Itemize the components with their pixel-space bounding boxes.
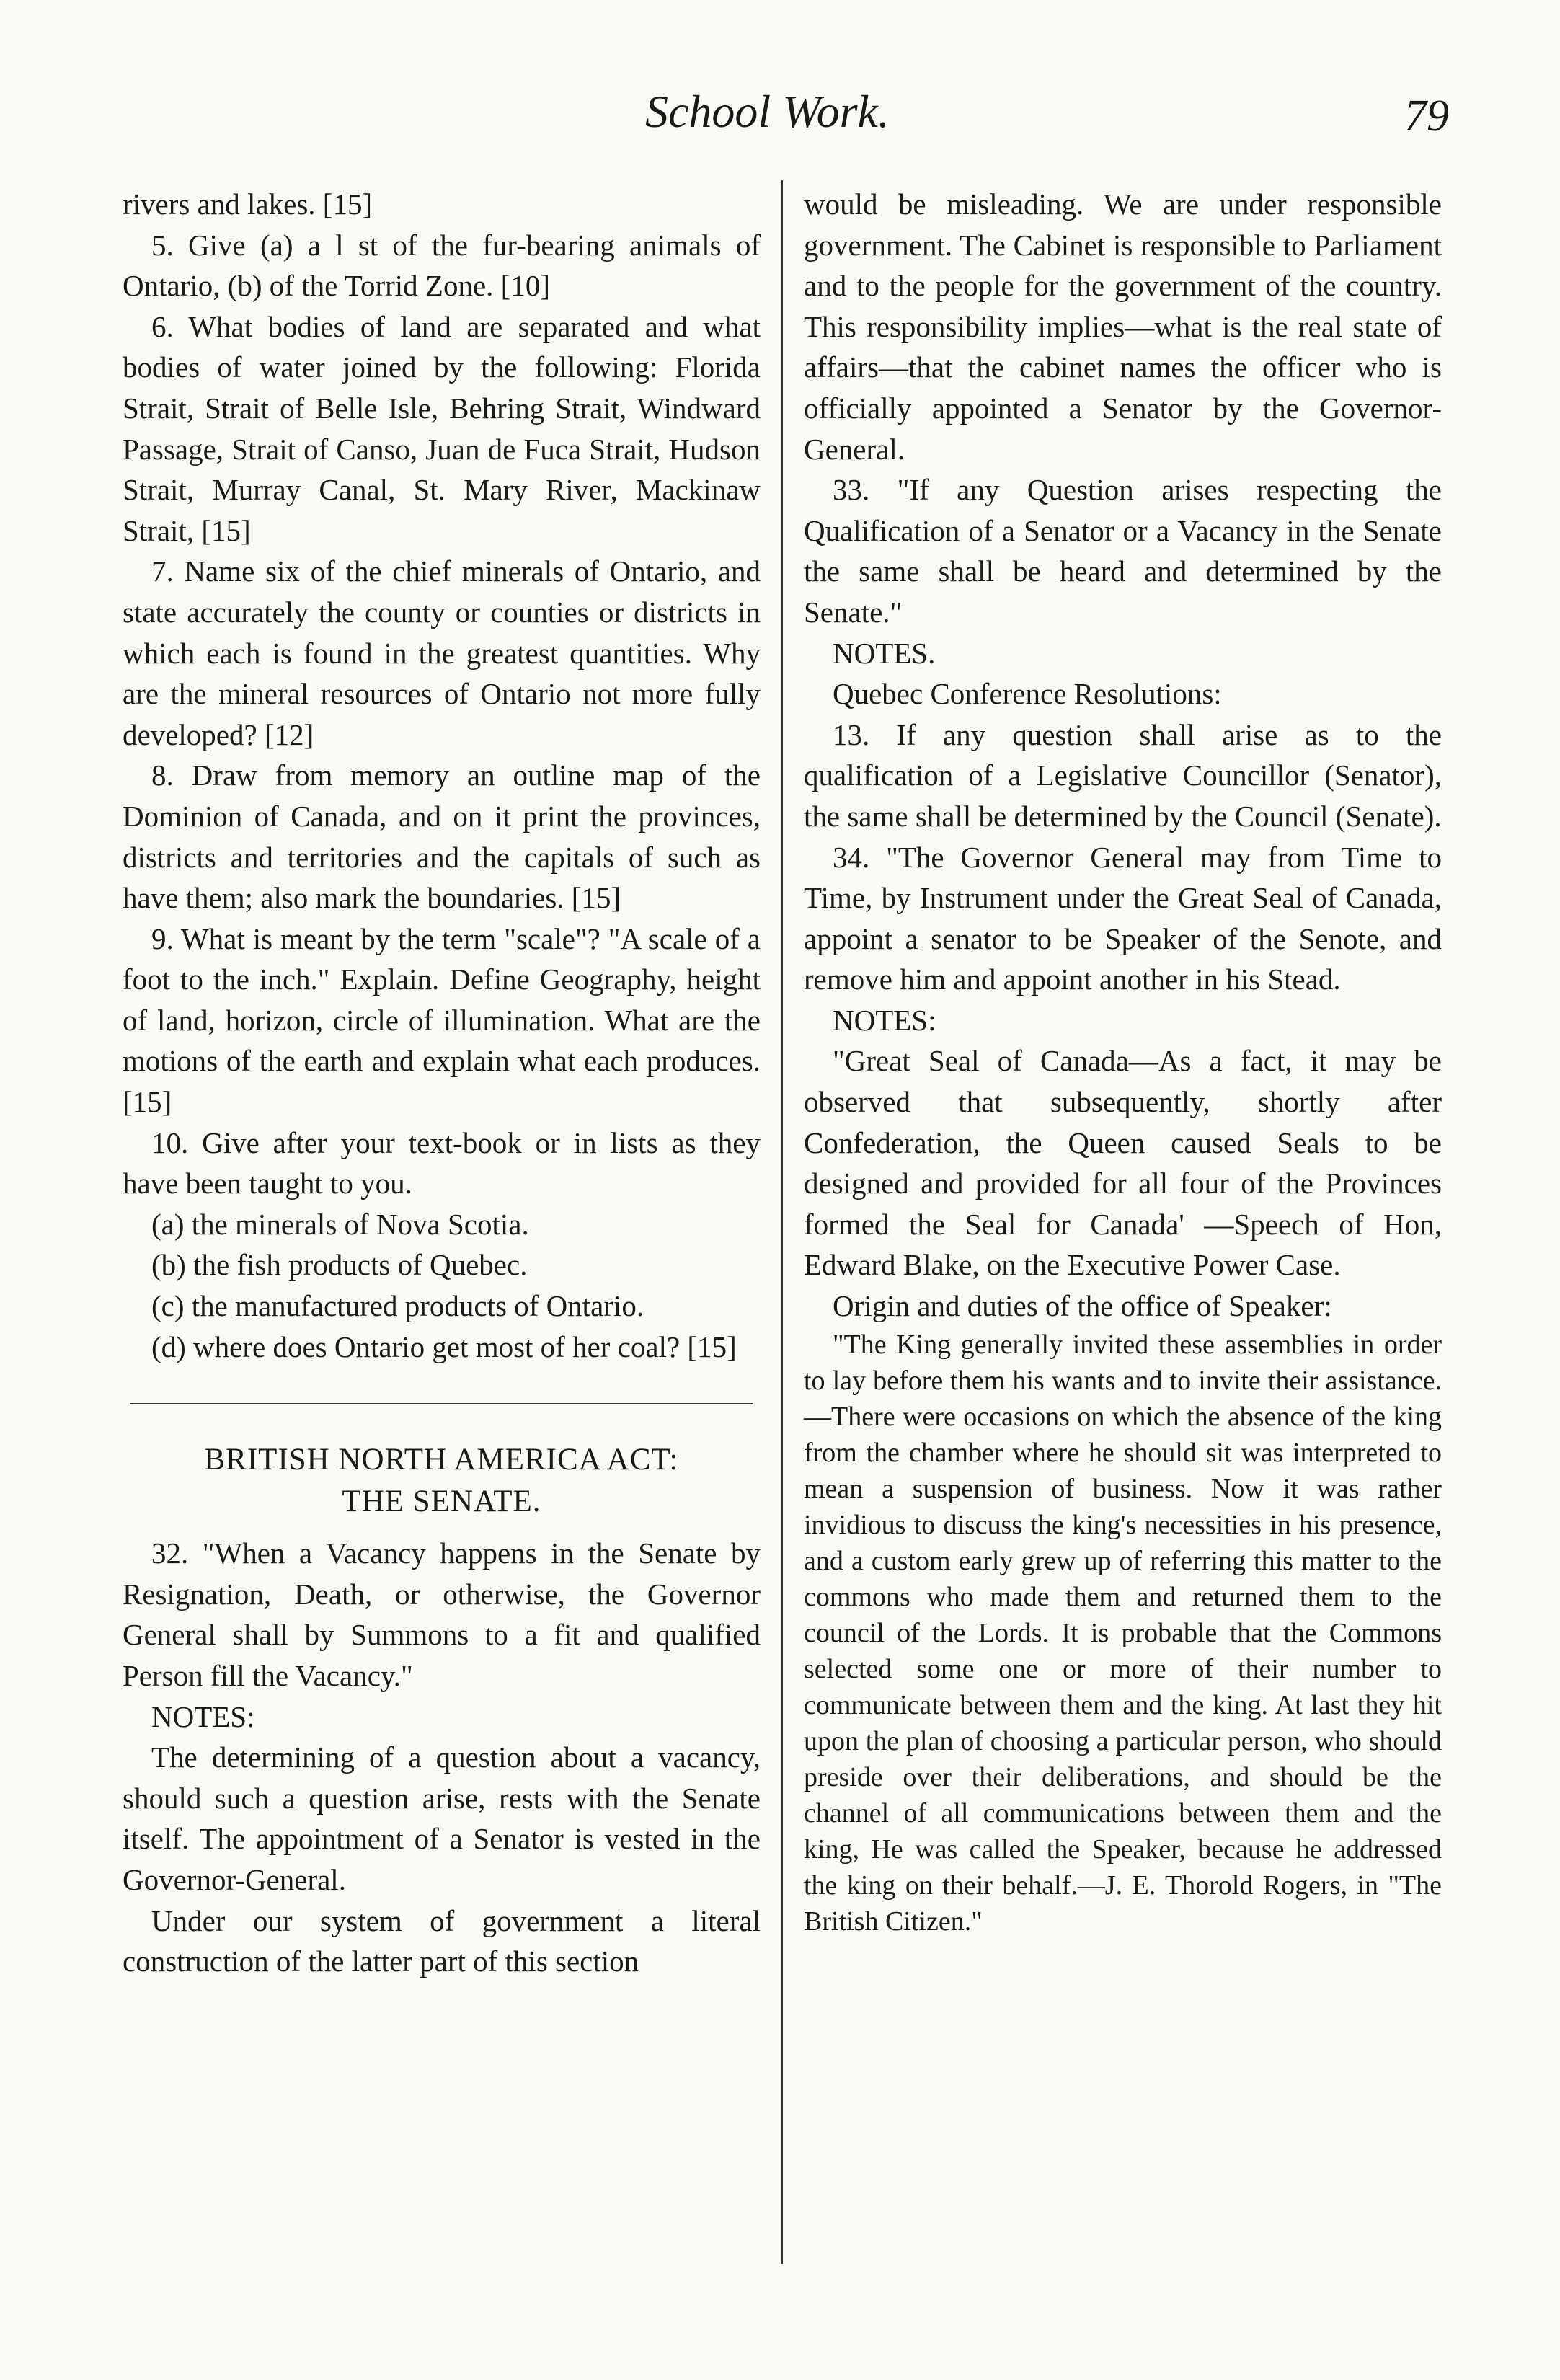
section-heading: BRITISH NORTH AMERICA ACT:	[204, 1443, 679, 1477]
resolution-13: 13. If any question shall arise as to the qualification of a Legislative Councillor (Senator), the same shall be determined by the Council (Senate).	[804, 717, 1442, 833]
paragraph: rivers and lakes. [15]	[123, 187, 373, 221]
speaker-quote: "The King generally invited these assemblies in order to lay before them his wants and to invite their assistance.—There were occasions on which the absence of the king from the chamber where he should sit was interpreted to mean a suspension of business. Now it was rather invidious to discuss the king's necessities in his presence, and a custom early grew up of referring this matter to the commons who made them and returned them to the council of the Lords. It is probable that the Commons selected some one or more of their number to communicate between them and the king. At last they hit upon the plan of choosing a particular person, who should preside over their deliberations, and should be the channel of all communications between them and the king, He was called the Speaker, because he addressed the king on their behalf.—J. E. Thorold Rogers, in "The British Citizen."	[804, 1329, 1442, 1937]
section-32: 32. "When a Vacancy happens in the Senate by Resignation, Death, or otherwise, the Governor General shall by Summons to a fit and qualified Person fill the Vacancy."	[123, 1536, 761, 1692]
question-7: 7. Name six of the chief minerals of Ontario, and state accurately the county or counties or districts in which each is found in the greatest quantities. Why are the mineral resources of Ontario not more fully developed? [12]	[123, 554, 761, 751]
notes-label: NOTES:	[833, 1003, 936, 1037]
continued-paragraph: would be misleading. We are under responsible government. The Cabinet is responsible to Parliament and to the people for the government of the country. This responsibility implies—what is the real state of affairs—that the cabinet names the officer who is officially appointed a Senator by the Governor-General.	[804, 187, 1442, 466]
great-seal-note: "Great Seal of Canada—As a fact, it may be observed that subsequently, shortly after Confederation, the Queen caused Seals to be designed and provided for all four of the Provinces formed the Seal for Canada' —Speech of Hon, Edward Blake, on the Executive Power Case.	[804, 1044, 1442, 1282]
notes-label: NOTES:	[151, 1699, 255, 1733]
question-10: 10. Give after your text-book or in lists as they have been taught to you.	[123, 1125, 761, 1200]
question-9: 9. What is meant by the term "scale"? "A scale of a foot to the inch." Explain. Define Geography, height of land, horizon, circle of illumination. What are the motions of the earth and explain what each produces. [15]	[123, 921, 761, 1119]
section-divider	[130, 1403, 753, 1404]
left-column	[123, 184, 761, 1982]
sub-item-c: (c) the manufactured products of Ontario.	[151, 1289, 644, 1323]
column-divider	[781, 180, 783, 2264]
question-6: 6. What bodies of land are separated and what bodies of water joined by the following: Florida Strait, Strait of Belle Isle, Behring Strait, Windward Passage, Strait of Canso, Juan de Fuca Strait, Hudson Strait, Murray Canal, St. Mary River, Mackinaw Strait, [15]	[123, 309, 761, 547]
note-paragraph: Under our system of government a literal construction of the latter part of this section	[123, 1903, 761, 1978]
note-paragraph: The determining of a question about a vacancy, should such a question arise, rests with the Senate itself. The appointment of a Senator is vested in the Governor-General.	[123, 1740, 761, 1896]
right-column	[804, 184, 1442, 1939]
speaker-origin-heading: Origin and duties of the office of Speaker:	[833, 1289, 1332, 1323]
page-number: 79	[1404, 92, 1449, 141]
sub-item-d: (d) where does Ontario get most of her coal? [15]	[151, 1330, 737, 1363]
question-5: 5. Give (a) a l st of the fur-bearing animals of Ontario, (b) of the Torrid Zone. [10]	[123, 228, 761, 303]
section-34: 34. "The Governor General may from Time to Time, by Instrument under the Great Seal of Canada, appoint a senator to be Speaker of the Senote, and remove him and appoint another in his Stead.	[804, 840, 1442, 996]
sub-item-b: (b) the fish products of Quebec.	[151, 1248, 528, 1282]
section-subheading: THE SENATE.	[342, 1485, 541, 1519]
sub-item-a: (a) the minerals of Nova Scotia.	[151, 1207, 529, 1241]
running-title: School Work.	[645, 86, 890, 137]
question-8: 8. Draw from memory an outline map of the Dominion of Canada, and on it print the provinces, districts and territories and the capitals of such as have them; also mark the boundaries. [15]	[123, 758, 761, 915]
running-head	[0, 85, 1560, 150]
section-33: 33. "If any Question arises respecting the Qualification of a Senator or a Vacancy in the Senate the same shall be heard and determined by the Senate."	[804, 473, 1442, 629]
notes-label: NOTES.	[833, 636, 936, 670]
resolutions-heading: Quebec Conference Resolutions:	[833, 677, 1222, 711]
